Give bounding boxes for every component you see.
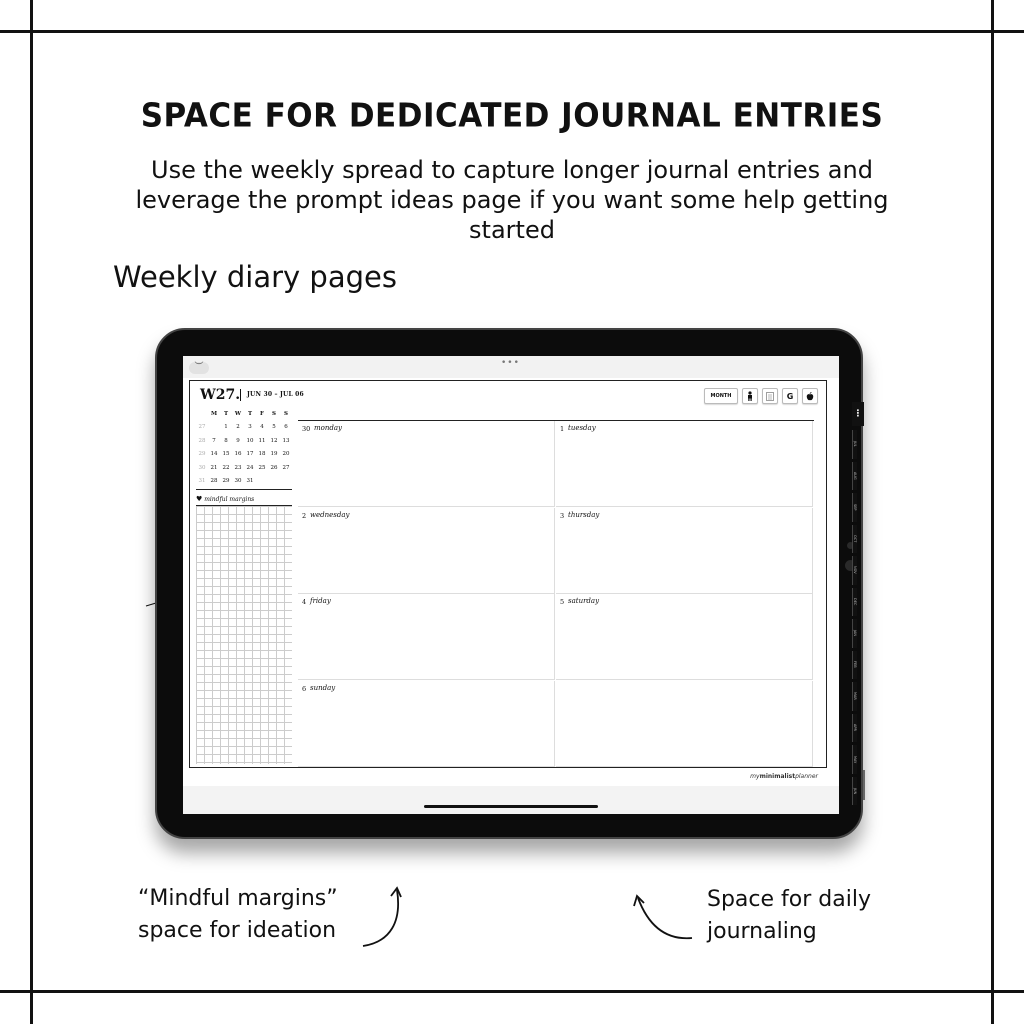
- calendar-day[interactable]: 19: [270, 451, 278, 458]
- calendar-row: [196, 475, 292, 489]
- day-number: 5: [560, 598, 565, 606]
- day-number: 4: [302, 598, 307, 606]
- calendar-day[interactable]: 27: [282, 464, 290, 471]
- brand-prefix: my: [750, 773, 760, 780]
- caption-daily-journaling: [707, 884, 871, 948]
- mindful-margins-grid[interactable]: [196, 505, 292, 764]
- day-box-saturday[interactable]: [556, 594, 813, 680]
- caption-right-line2: journaling: [707, 919, 817, 944]
- day-number: 30: [302, 425, 311, 433]
- month-tabs: [852, 402, 864, 808]
- week-number: W27.: [200, 387, 241, 403]
- calendar-day[interactable]: 25: [258, 464, 266, 471]
- calendar-day[interactable]: 21: [210, 464, 218, 471]
- arrow-up-icon: [360, 884, 405, 950]
- calendar-week-number[interactable]: 31: [198, 478, 206, 485]
- calendar-day[interactable]: 8: [224, 437, 228, 444]
- day-box-wednesday[interactable]: [298, 508, 555, 594]
- day-name: wednesday: [310, 510, 350, 519]
- collapse-chevron-icon[interactable]: ︶: [189, 362, 209, 374]
- calendar-row: [196, 461, 292, 475]
- day-box-sunday[interactable]: [298, 681, 555, 767]
- calendar-day[interactable]: 26: [270, 464, 278, 471]
- calendar-day[interactable]: 14: [210, 451, 218, 458]
- screen-top-bar: [183, 356, 839, 378]
- calendar-day[interactable]: 29: [222, 478, 230, 485]
- calendar-row: [196, 434, 292, 448]
- frame-right-line: [991, 0, 994, 1024]
- heart-icon: ♥: [196, 495, 203, 503]
- month-tab[interactable]: OCT: [852, 525, 857, 554]
- calendar-day[interactable]: 11: [258, 437, 266, 444]
- calendar-row: [196, 448, 292, 462]
- calendar-day[interactable]: 7: [212, 437, 216, 444]
- calendar-header: M: [210, 410, 218, 417]
- calendar-body: [196, 421, 292, 489]
- brand-logo: [750, 773, 818, 780]
- calendar-header-row: [196, 407, 292, 421]
- day-number: 3: [560, 511, 565, 520]
- calendar-row: [196, 421, 292, 435]
- frame-bottom-line: [0, 990, 1024, 993]
- calendar-day[interactable]: 10: [246, 437, 254, 444]
- day-name: sunday: [310, 683, 336, 692]
- day-name: thursday: [568, 510, 600, 519]
- month-tab[interactable]: NOV: [852, 556, 857, 585]
- month-tab[interactable]: MAR: [852, 682, 857, 711]
- planner-toolbar: [704, 388, 818, 404]
- month-tab[interactable]: APR: [852, 714, 857, 743]
- day-box-empty[interactable]: [556, 681, 813, 767]
- arrow-curved-icon: [630, 892, 696, 944]
- month-tab[interactable]: JUN: [852, 777, 857, 806]
- calendar-day[interactable]: 28: [210, 478, 218, 485]
- day-name: friday: [310, 597, 331, 605]
- google-calendar-button[interactable]: G: [782, 388, 798, 404]
- tablet-screen: [183, 356, 863, 814]
- calendar-day[interactable]: 6: [284, 424, 288, 431]
- brand-suffix: planner: [795, 773, 818, 780]
- calendar-day[interactable]: 16: [234, 451, 242, 458]
- calendar-day[interactable]: 31: [246, 478, 254, 485]
- calendar-week-number[interactable]: 27: [198, 424, 206, 431]
- day-name: monday: [314, 424, 342, 432]
- home-indicator[interactable]: [424, 805, 598, 808]
- month-tab[interactable]: FEB: [852, 651, 857, 680]
- day-box-friday[interactable]: [298, 594, 555, 680]
- caption-left-line2: space for ideation: [138, 918, 337, 943]
- caption-mindful-margins: [138, 883, 338, 947]
- calendar-header: T: [223, 410, 229, 417]
- caption-right-line1: Space for daily: [707, 887, 871, 912]
- frame-top-line: [0, 30, 1024, 33]
- apple-icon[interactable]: [802, 388, 818, 404]
- subhead: Use the weekly spread to capture longer journal entries and leverage the prompt ideas page if you want some help getting started: [135, 156, 889, 244]
- frame-left-line: [30, 0, 33, 1024]
- calendar-header: T: [247, 410, 253, 417]
- month-button[interactable]: MONTH: [704, 388, 738, 404]
- day-name: saturday: [568, 597, 600, 605]
- calendar-day[interactable]: 13: [282, 437, 290, 444]
- day-number: 2: [302, 511, 307, 520]
- day-name: tuesday: [568, 424, 596, 432]
- calendar-header: S: [272, 410, 276, 417]
- calendar-week-number[interactable]: 29: [198, 451, 206, 458]
- calendar-day[interactable]: 12: [270, 437, 278, 444]
- calendar-day[interactable]: 18: [258, 451, 266, 458]
- brand-bold: minimalist: [759, 773, 796, 780]
- calendar-day[interactable]: 20: [282, 451, 290, 458]
- calendar-day[interactable]: 4: [260, 424, 264, 431]
- person-icon[interactable]: [742, 388, 758, 404]
- calendar-header: S: [284, 410, 288, 417]
- month-tab[interactable]: MAY: [852, 745, 857, 774]
- month-tab[interactable]: JUL: [852, 430, 857, 459]
- calendar-day[interactable]: 22: [222, 464, 230, 471]
- month-tab[interactable]: JAN: [852, 619, 857, 648]
- planner-page: [189, 380, 827, 780]
- calendar-day[interactable]: 17: [246, 451, 254, 458]
- mindful-margins-heading: [196, 495, 254, 503]
- day-number: 1: [560, 425, 565, 433]
- day-number: 6: [302, 684, 307, 693]
- calendar-day[interactable]: 24: [246, 464, 254, 471]
- multitask-dots-icon[interactable]: •••: [501, 358, 520, 368]
- calendar-divider: [196, 489, 292, 490]
- calendar-header: F: [260, 410, 264, 417]
- calendar-day[interactable]: 9: [236, 437, 240, 444]
- calendar-day[interactable]: 15: [222, 451, 230, 458]
- week-range: JUN 30 – JUL 06: [247, 391, 304, 398]
- calendar-week-number[interactable]: 28: [198, 437, 206, 444]
- calendar-day[interactable]: 30: [234, 478, 242, 485]
- mindful-margins-label: mindful margins: [204, 496, 255, 503]
- day-box-thursday[interactable]: [556, 508, 813, 594]
- tablet-device: [155, 328, 863, 839]
- more-menu-icon[interactable]: ⋮: [852, 402, 864, 426]
- day-box-tuesday[interactable]: [556, 421, 813, 507]
- month-tab[interactable]: SEP: [852, 493, 857, 522]
- calendar-header: W: [234, 410, 242, 417]
- day-box-monday[interactable]: [298, 421, 555, 507]
- calendar-day[interactable]: 1: [224, 424, 228, 431]
- mini-calendar: [196, 407, 292, 488]
- calendar-week-number[interactable]: 30: [198, 464, 206, 471]
- calendar-day[interactable]: 5: [272, 424, 276, 431]
- calendar-day[interactable]: 2: [236, 424, 240, 431]
- section-label: Weekly diary pages: [113, 260, 397, 294]
- notes-icon[interactable]: [762, 388, 778, 404]
- calendar-day[interactable]: 3: [248, 424, 252, 431]
- month-tab[interactable]: DEC: [852, 588, 857, 617]
- calendar-day[interactable]: 23: [234, 464, 242, 471]
- week-separator: [240, 389, 241, 401]
- week-days-grid: [298, 420, 814, 768]
- headline: SPACE FOR DEDICATED JOURNAL ENTRIES: [140, 97, 884, 135]
- home-area: [183, 786, 839, 814]
- month-tab[interactable]: AUG: [852, 462, 857, 491]
- caption-left-line1: “Mindful margins”: [138, 886, 338, 911]
